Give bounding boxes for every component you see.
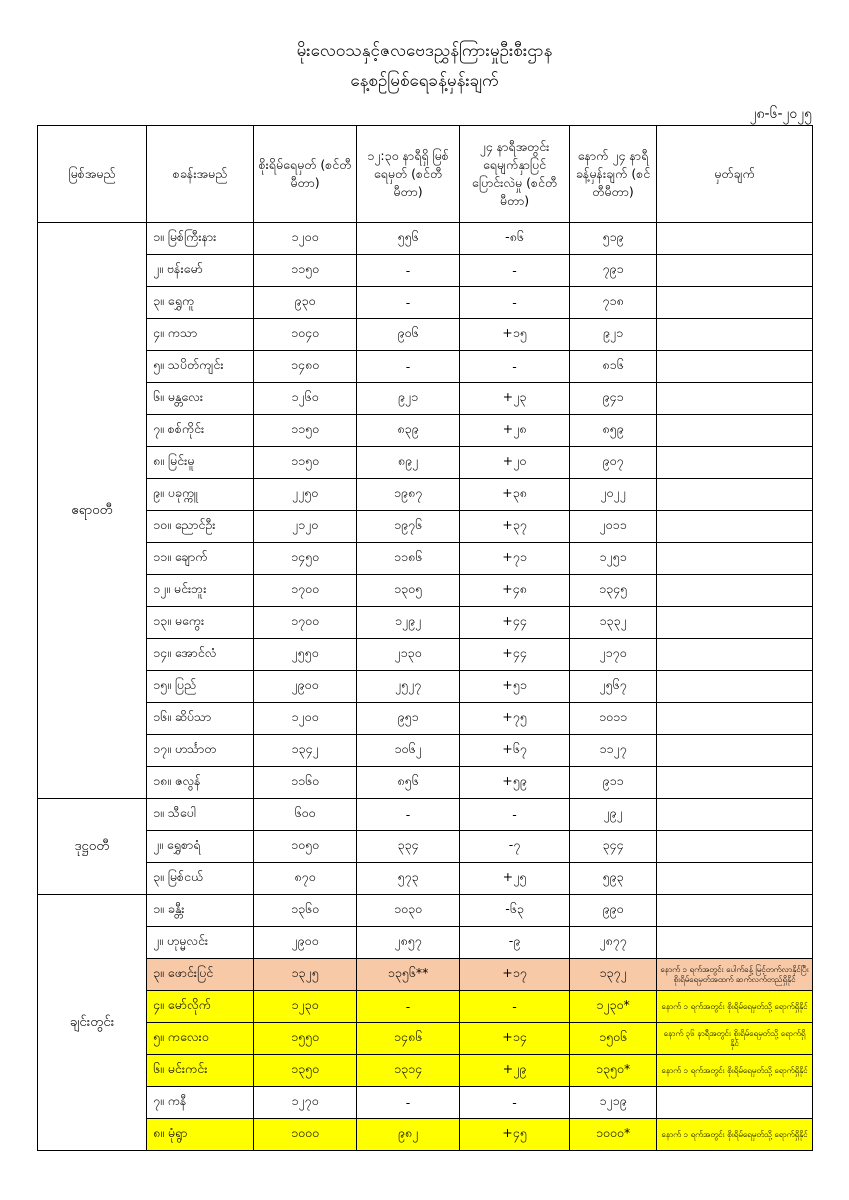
table-row — [38, 927, 813, 959]
remark — [657, 671, 813, 703]
level-change: +၁၅ — [460, 319, 570, 351]
current-level: ၂၁၃၀ — [357, 639, 460, 671]
level-change: -၈၆ — [460, 223, 570, 255]
table-row — [38, 287, 813, 319]
danger-level: ၈၇၀ — [254, 863, 357, 895]
level-change: +၁၄ — [460, 1023, 570, 1055]
forecast-level: ၂၅၆၇ — [570, 671, 657, 703]
level-change: +၄၈ — [460, 575, 570, 607]
current-level: ၁၃၁၄ — [357, 1055, 460, 1087]
station-name: ၁၄။ အောင်လံ — [147, 639, 254, 671]
remark — [657, 287, 813, 319]
current-level: ၉၈၂ — [357, 1119, 460, 1151]
current-level: ၂၅၂၇ — [357, 671, 460, 703]
danger-level: ၁၀၄၀ — [254, 319, 357, 351]
table-row — [38, 223, 813, 255]
danger-level: ၂၅၅၀ — [254, 639, 357, 671]
remark: နောက် ၁ ရက်အတွင်း စိုးရိမ်ရေမှတ်သို့ ရောက်ရှိနိုင် — [657, 991, 813, 1023]
station-name: ၇။ ကနီ — [147, 1087, 254, 1119]
current-level: ၈၅၆ — [357, 767, 460, 799]
river-name: ဧရာဝတီ — [38, 223, 147, 799]
river-name: ဒုဋ္ဌဝတီ — [38, 799, 147, 895]
station-name: ၁၇။ ဟင်္သာတ — [147, 735, 254, 767]
forecast-level: ၁၁၂၇ — [570, 735, 657, 767]
level-change: +၅၉ — [460, 767, 570, 799]
table-row — [38, 1055, 813, 1087]
danger-level: ၁၂၆၀ — [254, 383, 357, 415]
current-level: - — [357, 255, 460, 287]
danger-level: ၂၂၅၀ — [254, 479, 357, 511]
table-row — [38, 991, 813, 1023]
remark — [657, 607, 813, 639]
forecast-level: ၇၉၁ — [570, 255, 657, 287]
level-change: - — [460, 1087, 570, 1119]
station-name: ၁။ မြစ်ကြီးနား — [147, 223, 254, 255]
level-change: +၃၈ — [460, 479, 570, 511]
station-name: ၆။ မန္တလေး — [147, 383, 254, 415]
station-name: ၈။ မြင်းမူ — [147, 447, 254, 479]
table-row — [38, 607, 813, 639]
table-row — [38, 639, 813, 671]
danger-level: ၁၂၇၀ — [254, 1087, 357, 1119]
forecast-level: ၂၁၇၀ — [570, 639, 657, 671]
remark — [657, 799, 813, 831]
level-change: +၆၇ — [460, 735, 570, 767]
remark: နောက် ၃၆ နာရီအတွင်း စိုးရိမ်ရေမှတ်သို့ ရောက်ရှိနိုင် — [657, 1023, 813, 1055]
level-change: +၂၉ — [460, 1055, 570, 1087]
remark — [657, 543, 813, 575]
station-name: ၅။ ကလေးဝ — [147, 1023, 254, 1055]
table-row — [38, 575, 813, 607]
forecast-level: ၂၀၁၁ — [570, 511, 657, 543]
level-change: +၇၁ — [460, 543, 570, 575]
table-row — [38, 1023, 813, 1055]
level-change: - — [460, 287, 570, 319]
forecast-level: ၂၈၇၇ — [570, 927, 657, 959]
level-change: +၁၇ — [460, 959, 570, 991]
remark — [657, 511, 813, 543]
level-change: +၄၅ — [460, 1119, 570, 1151]
table-row — [38, 799, 813, 831]
current-level: ၈၉၂ — [357, 447, 460, 479]
danger-level: ၁၄၅၀ — [254, 543, 357, 575]
river-level-table — [37, 125, 813, 1151]
station-name: ၁။ ခန္တီး — [147, 895, 254, 927]
station-name: ၄။ ကသာ — [147, 319, 254, 351]
danger-level: ၁၃၆၀ — [254, 895, 357, 927]
station-name: ၆။ မင်းကင်း — [147, 1055, 254, 1087]
station-name: ၁၀။ ညောင်ဦး — [147, 511, 254, 543]
table-row — [38, 895, 813, 927]
current-level: ၉၂၁ — [357, 383, 460, 415]
station-name: ၃။ ရွှေကူ — [147, 287, 254, 319]
danger-level: ၁၇၀၀ — [254, 575, 357, 607]
table-row — [38, 319, 813, 351]
station-name: ၃။ မြစ်ငယ် — [147, 863, 254, 895]
danger-level: ၂၉၀၀ — [254, 671, 357, 703]
danger-level: ၁၁၅၀ — [254, 415, 357, 447]
report-date: ၂၈-၆-၂၀၂၅ — [749, 106, 812, 122]
station-name: ၁၁။ ချောက် — [147, 543, 254, 575]
station-name: ၂။ ဟုမ္မလင်း — [147, 927, 254, 959]
remark: နောက် ၁ ရက်အတွင်း စိုးရိမ်ရေမှတ်သို့ ရောက်ရှိနိုင် — [657, 1055, 813, 1087]
danger-level: ၁၀၅၀ — [254, 831, 357, 863]
station-name: ၈။ မုံရွာ — [147, 1119, 254, 1151]
table-row — [38, 351, 813, 383]
station-name: ၉။ ပခုက္ကူ — [147, 479, 254, 511]
col-header-remark: မှတ်ချက် — [657, 126, 813, 223]
remark — [657, 863, 813, 895]
current-level: ၅၇၃ — [357, 863, 460, 895]
remark — [657, 703, 813, 735]
danger-level: ၁၃၄၂ — [254, 735, 357, 767]
station-name: ၁၈။ ဇလွန် — [147, 767, 254, 799]
table-row — [38, 767, 813, 799]
department-title: မိုးလေဝသနှင့်ဇလဗေဒညွှန်ကြားမှုဦးစီးဌာန — [296, 41, 553, 61]
current-level: - — [357, 351, 460, 383]
station-name: ၁၂။ မင်းဘူး — [147, 575, 254, 607]
station-name: ၄။ မော်လိုက် — [147, 991, 254, 1023]
remark — [657, 383, 813, 415]
danger-level: ၁၀၀၀ — [254, 1119, 357, 1151]
table-row — [38, 543, 813, 575]
table-row — [38, 511, 813, 543]
current-level: - — [357, 799, 460, 831]
current-level: ၁၄၈၆ — [357, 1023, 460, 1055]
current-level: - — [357, 287, 460, 319]
station-name: ၅။ သပိတ်ကျင်း — [147, 351, 254, 383]
forecast-level: ၃၄၄ — [570, 831, 657, 863]
station-name: ၃။ ဖောင်းပြင် — [147, 959, 254, 991]
danger-level: ၁၃၂၅ — [254, 959, 357, 991]
forecast-level: ၁၃၅၀* — [570, 1055, 657, 1087]
col-header-forecast: နောက် ၂၄ နာရီ ခန့်မှန်းချက် (စင်တီမီတာ) — [570, 126, 657, 223]
danger-level: ၁၁၅၀ — [254, 447, 357, 479]
forecast-level: ၁၀၀၀* — [570, 1119, 657, 1151]
station-name: ၂။ ဗန်းမော် — [147, 255, 254, 287]
table-row — [38, 255, 813, 287]
col-header-danger-level: စိုးရိမ်ရေမှတ် (စင်တီမီတာ) — [254, 126, 357, 223]
river-name: ချင်းတွင်း — [38, 895, 147, 1151]
current-level: ၁၁၈၆ — [357, 543, 460, 575]
forecast-level: ၁၀၁၁ — [570, 703, 657, 735]
remark — [657, 735, 813, 767]
current-level: - — [357, 1087, 460, 1119]
forecast-level: ၇၁၈ — [570, 287, 657, 319]
current-level: ၁၃၅၆** — [357, 959, 460, 991]
level-change: -၇ — [460, 831, 570, 863]
remark — [657, 575, 813, 607]
danger-level: ၆၀၀ — [254, 799, 357, 831]
current-level: ၉၀၆ — [357, 319, 460, 351]
current-level: ၁၉၇၆ — [357, 511, 460, 543]
danger-level: ၁၄၈၀ — [254, 351, 357, 383]
danger-level: ၁၂၀၀ — [254, 223, 357, 255]
table-row — [38, 479, 813, 511]
level-change: +၂၃ — [460, 383, 570, 415]
col-header-station: စခန်းအမည် — [147, 126, 254, 223]
forecast-level: ၁၅၀၆ — [570, 1023, 657, 1055]
current-level: ၂၈၅၇ — [357, 927, 460, 959]
col-header-current-level: ၁၂:၃၀ နာရီရှိ မြစ်ရေမှတ် (စင်တီမီတာ) — [357, 126, 460, 223]
station-name: ၇။ စစ်ကိုင်း — [147, 415, 254, 447]
table-row — [38, 959, 813, 991]
table-row — [38, 735, 813, 767]
current-level: - — [357, 991, 460, 1023]
table-body — [38, 223, 813, 1151]
level-change: -၆၃ — [460, 895, 570, 927]
remark — [657, 223, 813, 255]
remark — [657, 479, 813, 511]
remark: နောက် ၁ ရက်အတွင်း ပေါက်ခန့် မြင့်တက်လာနိုင်ပြီး စိုးရိမ်ရေမှတ်အထက် ဆက်လက်တည်ရှိနိုင် — [657, 959, 813, 991]
danger-level: ၂၁၂၀ — [254, 511, 357, 543]
report-title: နေ့စဉ်မြစ်ရေခန့်မှန်းချက် — [350, 71, 499, 91]
table-row — [38, 447, 813, 479]
danger-level: ၁၃၅၀ — [254, 1055, 357, 1087]
level-change: +၃၇ — [460, 511, 570, 543]
level-change: - — [460, 255, 570, 287]
table-row — [38, 1119, 813, 1151]
forecast-level: ၉၉၀ — [570, 895, 657, 927]
level-change: +၅၁ — [460, 671, 570, 703]
station-name: ၁၃။ မကွေး — [147, 607, 254, 639]
forecast-level: ၅၁၉ — [570, 223, 657, 255]
station-name: ၁၅။ ပြည် — [147, 671, 254, 703]
danger-level: ၁၅၅၀ — [254, 1023, 357, 1055]
remark — [657, 831, 813, 863]
level-change: +၂၅ — [460, 863, 570, 895]
table-row — [38, 383, 813, 415]
current-level: ၈၃၉ — [357, 415, 460, 447]
current-level: ၁၃၀၅ — [357, 575, 460, 607]
forecast-level: ၈၅၉ — [570, 415, 657, 447]
table-row — [38, 831, 813, 863]
current-level: ၁၂၉၂ — [357, 607, 460, 639]
station-name: ၁၆။ ဆိပ်သာ — [147, 703, 254, 735]
forecast-level: ၉၄၁ — [570, 383, 657, 415]
remark — [657, 927, 813, 959]
remark — [657, 415, 813, 447]
remark — [657, 1087, 813, 1119]
level-change: - — [460, 799, 570, 831]
danger-level: ၁၂၀၀ — [254, 703, 357, 735]
danger-level: ၁၂၃၀ — [254, 991, 357, 1023]
forecast-level: ၉၂၁ — [570, 319, 657, 351]
danger-level: ၁၁၅၀ — [254, 255, 357, 287]
col-header-river: မြစ်အမည် — [38, 126, 147, 223]
table-row — [38, 863, 813, 895]
current-level: ၁၉၈၇ — [357, 479, 460, 511]
table-row — [38, 1087, 813, 1119]
table-row — [38, 415, 813, 447]
forecast-level: ၁၂၃၀* — [570, 991, 657, 1023]
header-row — [38, 126, 813, 223]
level-change: +၇၅ — [460, 703, 570, 735]
remark — [657, 351, 813, 383]
current-level: ၃၃၄ — [357, 831, 460, 863]
current-level: ၁၀၃၀ — [357, 895, 460, 927]
remark — [657, 639, 813, 671]
remark: နောက် ၁ ရက်အတွင်း စိုးရိမ်ရေမှတ်သို့ ရောက်ရှိနိုင် — [657, 1119, 813, 1151]
level-change: +၄၄ — [460, 607, 570, 639]
danger-level: ၉၃၀ — [254, 287, 357, 319]
table-row — [38, 703, 813, 735]
forecast-level: ၈၁၆ — [570, 351, 657, 383]
station-name: ၁။ သီပေါ — [147, 799, 254, 831]
table-row — [38, 671, 813, 703]
level-change: - — [460, 351, 570, 383]
remark — [657, 447, 813, 479]
forecast-level: ၁၃၃၂ — [570, 607, 657, 639]
forecast-level: ၁၃၇၂ — [570, 959, 657, 991]
danger-level: ၁၇၀၀ — [254, 607, 357, 639]
level-change: +၂၀ — [460, 447, 570, 479]
remark — [657, 319, 813, 351]
forecast-level: ၁၃၄၅ — [570, 575, 657, 607]
forecast-level: ၅၉၃ — [570, 863, 657, 895]
forecast-level: ၁၂၅၁ — [570, 543, 657, 575]
current-level: ၁၀၆၂ — [357, 735, 460, 767]
remark — [657, 895, 813, 927]
forecast-level: ၉၁၁ — [570, 767, 657, 799]
danger-level: ၂၉၀၀ — [254, 927, 357, 959]
forecast-level: ၂၉၂ — [570, 799, 657, 831]
col-header-change: ၂၄ နာရီအတွင်း ရေမျက်နှာပြင် ပြောင်းလဲမှု (စင်တီမီတာ) — [460, 126, 570, 223]
current-level: ၉၅၁ — [357, 703, 460, 735]
level-change: - — [460, 991, 570, 1023]
level-change: -၉ — [460, 927, 570, 959]
remark — [657, 767, 813, 799]
current-level: ၅၅၆ — [357, 223, 460, 255]
forecast-level: ၂၀၂၂ — [570, 479, 657, 511]
station-name: ၂။ ရွှေစာရံ — [147, 831, 254, 863]
level-change: +၂၈ — [460, 415, 570, 447]
danger-level: ၁၁၆၀ — [254, 767, 357, 799]
forecast-level: ၉၀၇ — [570, 447, 657, 479]
forecast-level: ၁၂၁၉ — [570, 1087, 657, 1119]
remark — [657, 255, 813, 287]
level-change: +၄၄ — [460, 639, 570, 671]
